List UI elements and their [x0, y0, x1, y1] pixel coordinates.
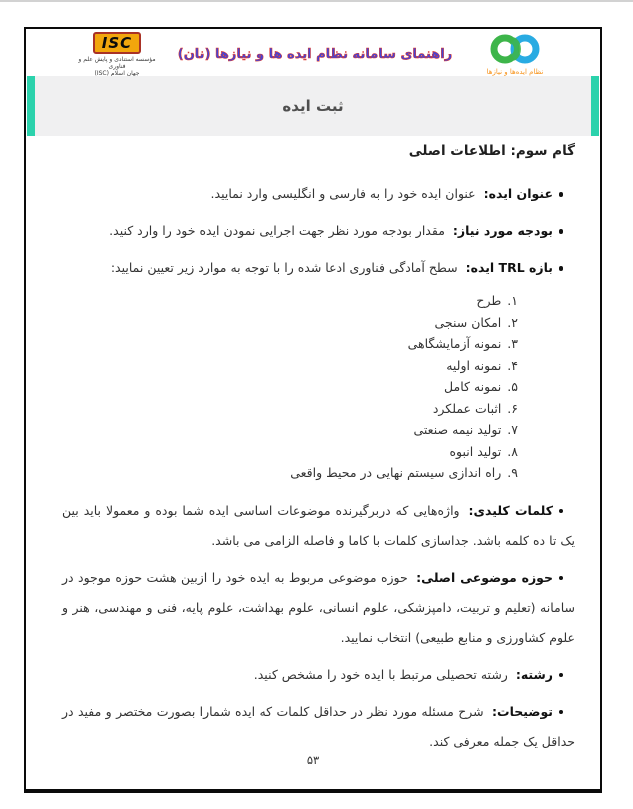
- trl-levels-list: [62, 290, 518, 484]
- bullet-label: کلمات کلیدی:: [468, 502, 554, 518]
- trl-item-8: [62, 441, 518, 463]
- bullet-required-budget: [62, 216, 575, 246]
- document-title: راهنمای سامانه نظام ایده ها و نیازها (نان): [177, 46, 453, 62]
- trl-number: ۱.: [507, 293, 518, 308]
- bullet-description: [62, 697, 575, 757]
- bullet-dot: [559, 673, 564, 678]
- bullet-text: سطح آمادگی فناوری ادعا شده را با توجه به موارد زیر تعیین نمایید:: [110, 260, 458, 275]
- page-header: [26, 29, 600, 77]
- trl-text: راه اندازی سیستم نهایی در محیط واقعی: [290, 465, 502, 480]
- nan-logo-block: [470, 32, 560, 78]
- trl-number: ۶.: [507, 400, 518, 416]
- page-content: [62, 141, 575, 764]
- bullet-dot: [559, 192, 564, 197]
- bullet-field-of-study: [62, 660, 575, 690]
- bullet-label: بازه TRL ایده:: [465, 260, 553, 275]
- trl-item-3: [62, 333, 518, 355]
- bullet-text: واژه‌هایی که دربرگیرنده موضوعات اساسی ایده شما بوده و معمولا باید بین یک تا ده کلمه باشد. جداسازی کلمات با کاما و فاصله الزامی می باشد.: [62, 502, 575, 548]
- trl-item-4: [62, 355, 518, 377]
- bullet-text: حوزه موضوعی مربوط به ایده خود را ازبین هشت حوزه موجود در سامانه (تعلیم و تربیت، دامپزشکی، علوم انسانی، علوم بهداشت، علوم پایه، فنی و مهندسی، هنر و علوم کشاورزی و منابع طبیعی) انتخاب نمایید.: [62, 569, 575, 645]
- trl-number: ۳.: [507, 336, 518, 351]
- isc-caption-line1: مؤسسه استنادی و پایش علم و فناوری: [78, 55, 156, 70]
- bullet-dot: [559, 576, 564, 581]
- bullet-text: شرح مسئله مورد نظر در حداقل کلمات که ایده شمارا بصورت مختصر و مفید در حداقل یک جمله معرفی کند.: [62, 703, 575, 749]
- bullet-label: توضیحات:: [492, 703, 554, 719]
- trl-text: نمونه کامل: [444, 379, 502, 394]
- section-title: ثبت ایده: [282, 97, 344, 115]
- bullet-label: حوزه موضوعی اصلی:: [416, 569, 553, 585]
- bullet-trl-range: [62, 253, 575, 283]
- trl-number: ۵.: [507, 379, 518, 394]
- isc-caption-line2: جهان اسلام (ISC): [94, 69, 140, 77]
- trl-number: ۹.: [507, 465, 518, 480]
- trl-number: ۲.: [507, 314, 518, 330]
- bullet-keywords: [62, 496, 575, 556]
- step-heading: گام سوم: اطلاعات اصلی: [408, 143, 575, 159]
- bullet-text: رشته تحصیلی مرتبط با ایده خود را مشخص کنید.: [253, 666, 508, 682]
- isc-logo-block: [74, 32, 160, 79]
- trl-text: نمونه اولیه: [446, 357, 502, 373]
- trl-text: تولید نیمه صنعتی: [413, 422, 502, 437]
- bullet-idea-title: [62, 179, 575, 209]
- trl-text: اثبات عملکرد: [432, 400, 502, 416]
- trl-item-9: [62, 462, 518, 484]
- section-title-bar: [27, 76, 599, 136]
- bullet-dot: [559, 509, 564, 514]
- trl-number: ۷.: [507, 422, 518, 437]
- trl-item-2: [62, 312, 518, 334]
- bullet-dot: [559, 266, 564, 271]
- trl-text: تولید انبوه: [449, 443, 502, 459]
- bullet-text: مقدار بودجه مورد نظر جهت اجرایی نمودن ایده خود را وارد کنید.: [109, 223, 445, 238]
- bullet-main-subject-area: [62, 563, 575, 653]
- trl-number: ۸.: [507, 443, 518, 459]
- nan-logo-caption: نظام ایده‌ها و نیازها: [486, 67, 544, 76]
- document-page: [24, 27, 602, 793]
- trl-number: ۴.: [507, 357, 518, 373]
- bullet-dot: [559, 710, 564, 715]
- trl-item-1: [62, 290, 518, 312]
- page-number: ۵۳: [306, 753, 320, 767]
- trl-text: امکان سنجی: [434, 314, 502, 330]
- window-top-divider: [0, 0, 633, 2]
- isc-logo: ISC: [93, 32, 141, 54]
- trl-item-5: [62, 376, 518, 398]
- trl-item-7: [62, 419, 518, 441]
- bullet-dot: [559, 229, 564, 234]
- bullet-label: عنوان ایده:: [483, 186, 553, 201]
- trl-text: نمونه آزمایشگاهی: [407, 336, 502, 351]
- bullet-label: بودجه مورد نیاز:: [452, 223, 553, 238]
- trl-text: طرح: [476, 293, 502, 308]
- bullet-text: عنوان ایده خود را به فارسی و انگلیسی وارد نمایید.: [210, 186, 476, 201]
- trl-item-6: [62, 398, 518, 420]
- nan-infinity-logo-icon: [484, 32, 546, 68]
- bullet-label: رشته:: [515, 666, 553, 682]
